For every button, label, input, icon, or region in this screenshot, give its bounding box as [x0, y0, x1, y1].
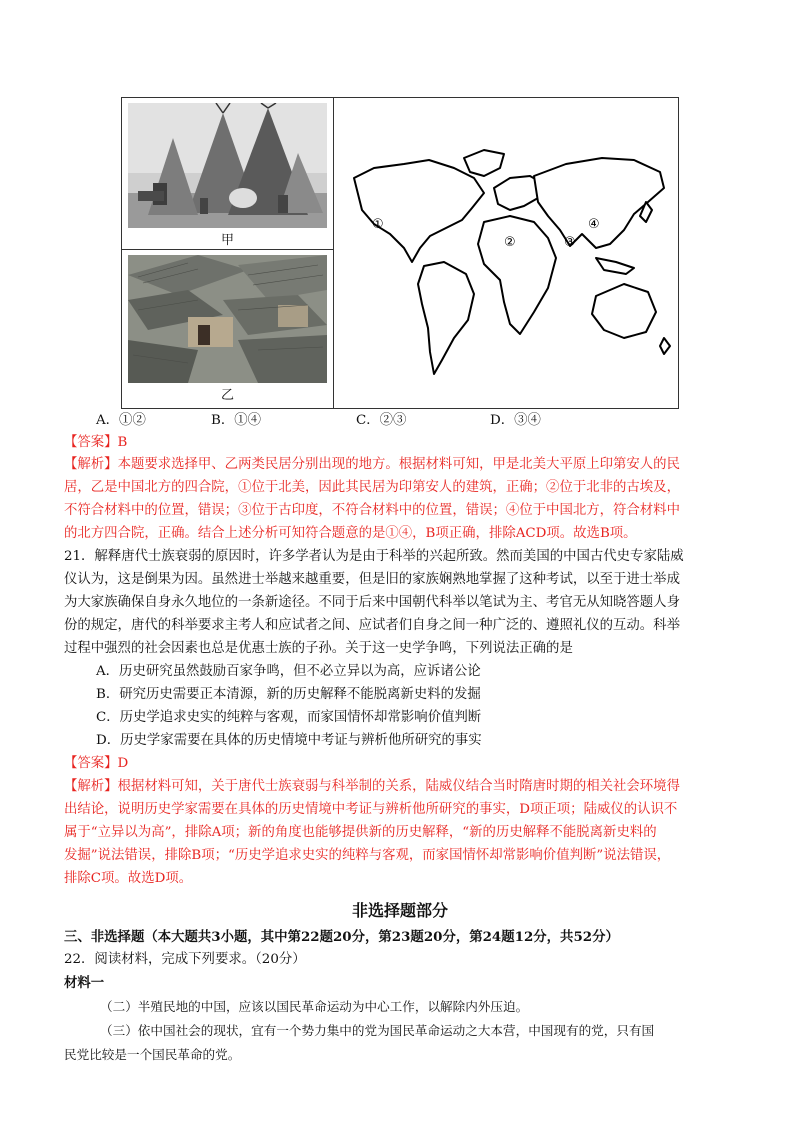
q21-answer: 【答案】D: [64, 756, 129, 771]
q20-option-d: D．③④: [490, 413, 541, 428]
q21-analysis-line-1: 【解析】根据材料可知，关于唐代士族衰弱与科举制的关系，陆威仪结合当时隋唐时期的相关社会环境得: [64, 779, 680, 794]
section-title: 非选择题部分: [351, 901, 448, 920]
map-marker-2: ②: [504, 235, 516, 250]
q21-analysis-line-3: 属于“立异以为高”，排除A项；新的角度也能够提供新的历史解释，“新的历史解释不能脱离新史料的: [64, 825, 657, 840]
analysis-label: 【解析】: [64, 779, 118, 794]
q21-option-c: C．历史学追求史实的纯粹与客观，而家国情怀却常影响价值判断: [96, 710, 482, 725]
analysis-label: 【解析】: [64, 457, 118, 472]
caption-jia: 甲: [220, 233, 234, 248]
q21-stem-line-2: 仪认为，这是倒果为因。虽然进士举越来越重要，但是旧的家族娴熟地掌握了这种考试，以至于进士举成: [64, 572, 680, 587]
section-heading: 三、非选择题（本大题共3小题，其中第22题20分，第23题20分，第24题12分，共52分）: [64, 929, 619, 945]
question-figure: [121, 97, 679, 409]
photo-cell-yi: [122, 250, 333, 408]
q21-option-a: A．历史研究虽然鼓励百家争鸣，但不必立异以为高，应诉诸公论: [96, 664, 481, 679]
photo-column: [122, 98, 334, 408]
q20-analysis-line-4: 的北方四合院，正确。结合上述分析可知符合题意的是①④，B项正确，排除ACD项。故选B项。: [64, 526, 637, 541]
q21-stem-line-1: 21．解释唐代士族衰弱的原因时，许多学者认为是由于科举的兴起所致。然而美国的中国古代史专家陆威: [64, 549, 684, 564]
q20-analysis-line-1: 【解析】本题要求选择甲、乙两类民居分别出现的地方。根据材料可知，甲是北美大平原上印第安人的民: [64, 457, 680, 472]
world-map-cell: [334, 98, 678, 408]
se-asia-islands-outline: [596, 258, 634, 274]
australia-outline: [592, 284, 656, 338]
map-marker-1: ①: [372, 217, 384, 232]
q20-option-b: B．①④: [211, 413, 262, 428]
q20-analysis-line-2: 居，乙是中国北方的四合院，①位于北美，因此其民居为印第安人的建筑，正确；②位于北非的古埃及，: [64, 480, 680, 495]
teepee-engraving-image: [128, 103, 327, 228]
q20-analysis-line-3: 不符合材料中的位置，错误；③位于古印度，不符合材料中的位置，错误；④位于中国北方，符合材料中: [64, 503, 680, 518]
q21-option-b: B．研究历史需要正本清源，新的历史解释不能脱离新史料的发掘: [96, 687, 481, 702]
q21-stem-line-3: 为大家族确保自身永久地位的一条新途径。不同于后来中国朝代科举以笔试为主、考官无从知晓答题人身: [64, 595, 680, 610]
material-line-3: 民党比较是一个国民革命的党。: [64, 1047, 241, 1062]
q22-stem: 22．阅读材料，完成下列要求。（20分）: [64, 952, 306, 967]
world-map: [334, 98, 678, 408]
material-label: 材料一: [64, 975, 105, 991]
q20-answer: 【答案】B: [64, 435, 128, 450]
caption-yi: 乙: [220, 388, 234, 403]
greenland-outline: [464, 150, 504, 176]
q21-analysis-line-5: 排除C项。故选D项。: [64, 871, 193, 886]
map-marker-3: ③: [564, 235, 576, 250]
new-zealand-outline: [660, 338, 670, 354]
map-marker-4: ④: [588, 217, 600, 232]
material-line-2: （三）依中国社会的现状，宜有一个势力集中的党为国民革命运动之大本营，中国现有的党，只有国: [100, 1023, 655, 1038]
q21-analysis-line-2: 出结论，说明历史学家需要在具体的历史情境中考证与辨析他所研究的事实，D项正项；陆威仪的认识不: [64, 802, 678, 817]
material-line-1: （二）半殖民地的中国，应该以国民革命运动为中心工作，以解除内外压迫。: [100, 999, 529, 1014]
africa-outline: [478, 216, 556, 334]
q20-option-c: C．②③: [356, 413, 407, 428]
q21-stem-line-5: 过程中强烈的社会因素也总是优惠士族的子孙。关于这一史学争鸣，下列说法正确的是: [64, 641, 573, 656]
q21-analysis-line-4: 发掘”说法错误，排除B项；“历史学追求史实的纯粹与客观，而家国情怀却常影响价值判断”说法错误，: [64, 848, 671, 863]
q21-stem-line-4: 份的规定，唐代的科举要求主考人和应试者之间、应试者们自身之间一种广泛的、遵照礼仪的互动。科举: [64, 618, 680, 633]
photo-cell-jia: [122, 98, 333, 250]
q20-option-a: A．①②: [96, 413, 146, 428]
q21-option-d: D．历史学家需要在具体的历史情境中考证与辨析他所研究的事实: [96, 733, 482, 748]
courtyard-houses-image: [128, 255, 327, 383]
south-america-outline: [418, 262, 474, 374]
north-america-outline: [354, 160, 484, 262]
